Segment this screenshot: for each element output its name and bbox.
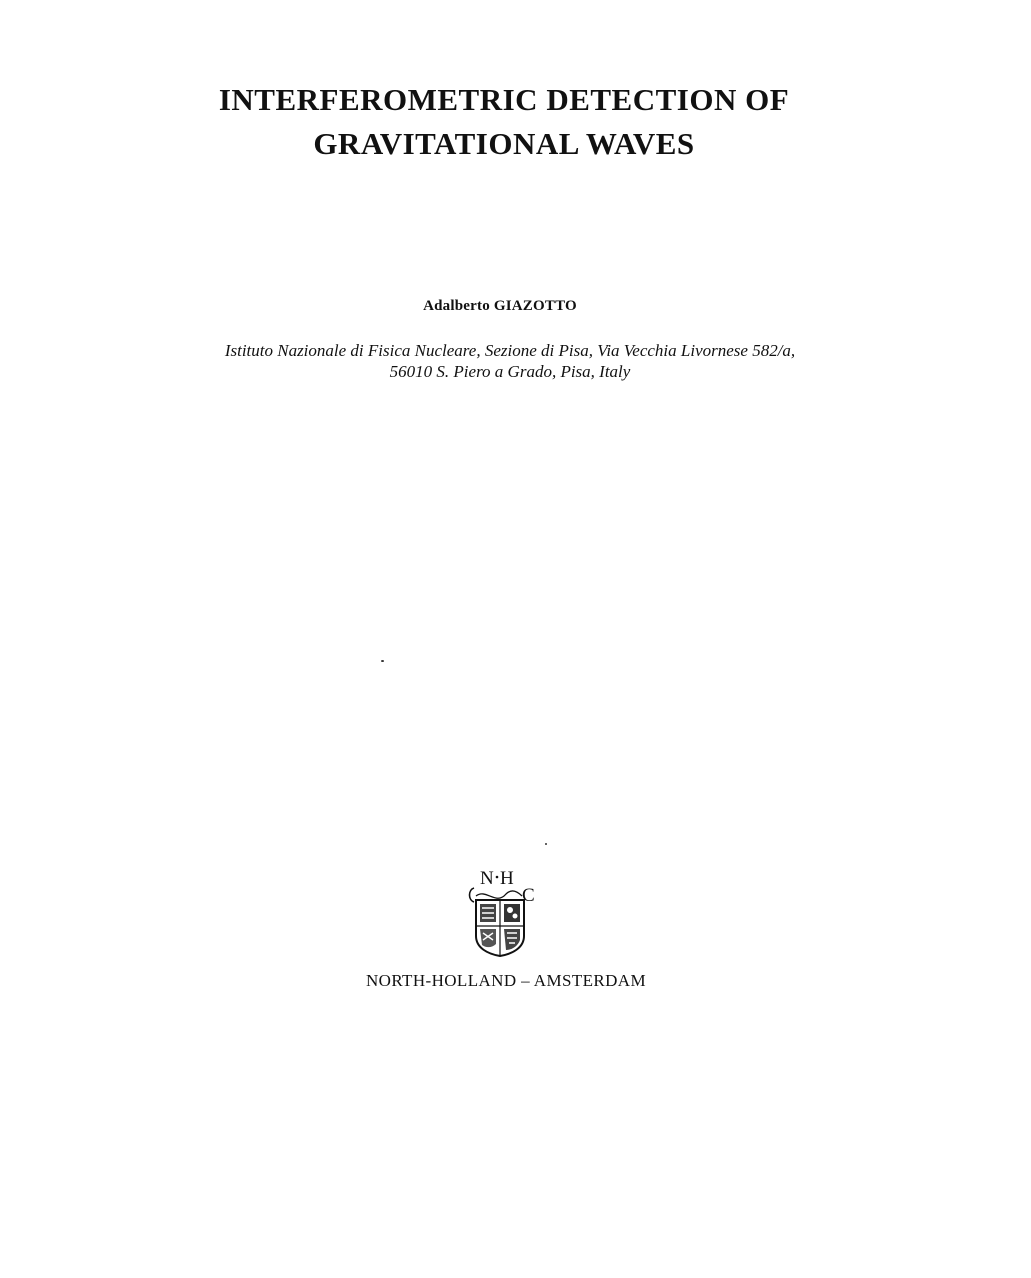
book-title [0, 78, 1008, 166]
north-holland-publishing-crest-icon [466, 866, 538, 958]
book-title-line-1: INTERFEROMETRIC DETECTION OF [218, 82, 790, 117]
svg-text:N: N [480, 868, 494, 889]
affiliation-line-1: Istituto Nazionale di Fisica Nucleare, Sezione di Pisa, Via Vecchia Livornese 582/a, [224, 341, 796, 360]
print-speck [381, 660, 384, 662]
book-title-line-2: GRAVITATIONAL WAVES [313, 126, 695, 161]
print-speck [545, 843, 547, 845]
svg-text:C: C [522, 885, 535, 906]
publisher-imprint: NORTH-HOLLAND – AMSTERDAM [365, 971, 647, 990]
author-name: Adalberto GIAZOTTO [423, 298, 577, 314]
author-affiliation [0, 340, 1020, 382]
affiliation-line-2: 56010 S. Piero a Grado, Pisa, Italy [389, 362, 631, 381]
svg-text:H: H [500, 868, 514, 889]
